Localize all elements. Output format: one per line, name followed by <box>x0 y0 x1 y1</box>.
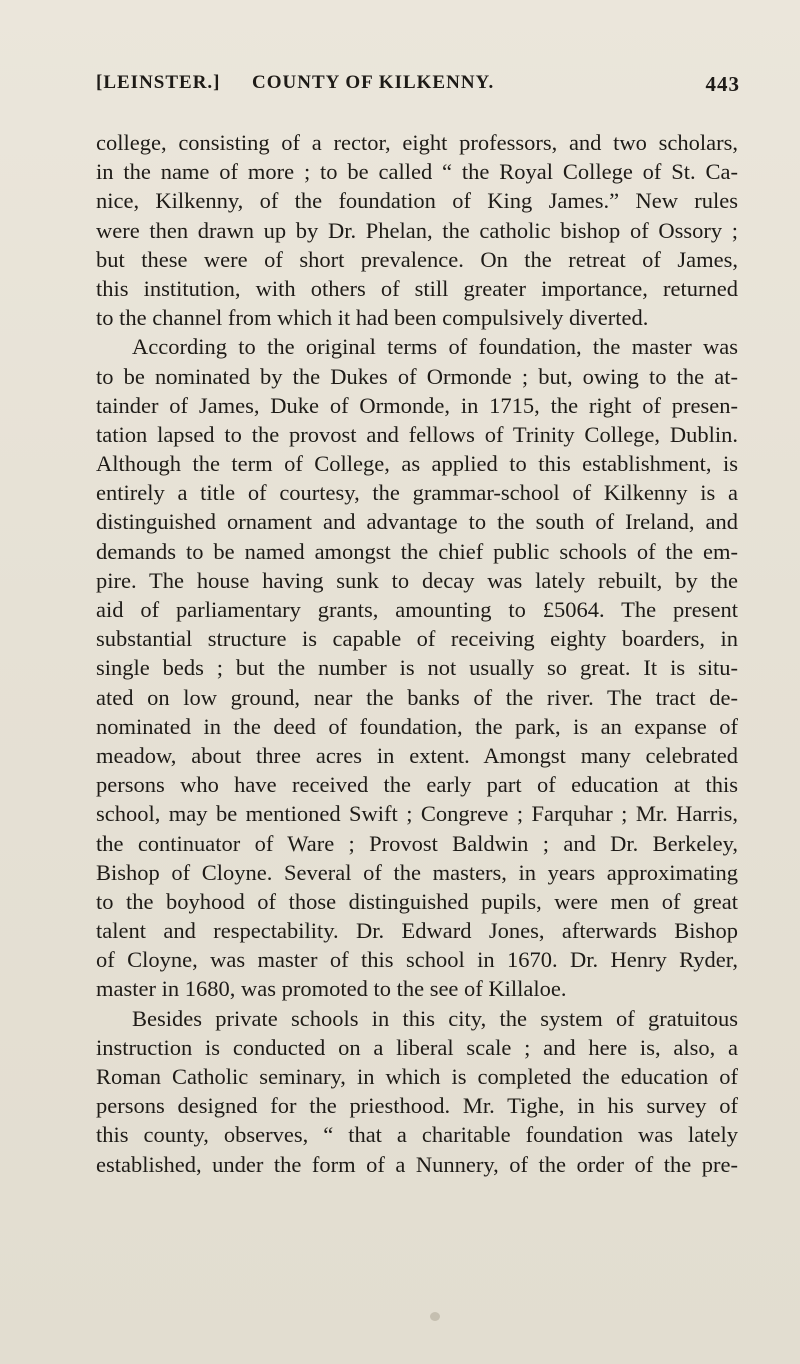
text-line: Roman Catholic seminary, in which is completed the education of <box>96 1064 738 1089</box>
text-line: tainder of James, Duke of Ormonde, in 1715, the right of presen- <box>96 392 738 418</box>
text-line: established, under the form of a Nunnery, of the order of the pre- <box>96 1151 738 1177</box>
text-line: school, may be mentioned Swift ; Congreve ; Farquhar ; Mr. Harris, <box>96 801 738 827</box>
text-line: tation lapsed to the provost and fellows of Trinity College, Dublin. <box>96 421 738 447</box>
text-line: single beds ; but the number is not usually so great. It is situ- <box>96 655 738 681</box>
text-line: to the boyhood of those distinguished pupils, were men of great <box>96 888 738 914</box>
text-line: this county, observes, “ that a charitable foundation was lately <box>96 1122 738 1148</box>
running-header <box>96 72 740 106</box>
text-line: persons designed for the priesthood. Mr. Tighe, in his survey of <box>96 1093 738 1119</box>
text-line: persons who have received the early part of education at this <box>96 772 738 798</box>
text-line: aid of parliamentary grants, amounting to £5064. The present <box>96 597 738 622</box>
text-line: nominated in the deed of foundation, the park, is an expanse of <box>96 713 738 739</box>
text-line: Besides private schools in this city, the system of gratuitous <box>132 1005 738 1031</box>
text-line: this institution, with others of still greater importance, returned <box>96 275 738 301</box>
body-text <box>96 128 738 1179</box>
text-line: pire. The house having sunk to decay was lately rebuilt, by the <box>96 567 738 593</box>
text-line: but these were of short prevalence. On the retreat of James, <box>96 246 738 272</box>
text-line: Bishop of Cloyne. Several of the masters, in years approximating <box>96 859 738 885</box>
text-line: entirely a title of courtesy, the grammar-school of Kilkenny is a <box>96 480 738 506</box>
text-line: talent and respectability. Dr. Edward Jones, afterwards Bishop <box>96 918 738 944</box>
text-line: demands to be named amongst the chief public schools of the em- <box>96 538 738 564</box>
page-number: 443 <box>705 72 740 96</box>
text-line: master in 1680, was promoted to the see of Killaloe. <box>96 976 567 1002</box>
text-line: meadow, about three acres in extent. Amongst many celebrated <box>96 742 738 768</box>
text-line: substantial structure is capable of receiving eighty boarders, in <box>96 626 738 652</box>
running-title: COUNTY OF KILKENNY. <box>252 72 495 93</box>
text-line: According to the original terms of foundation, the master was <box>132 334 738 360</box>
paper-blemish <box>430 1312 440 1321</box>
text-line: college, consisting of a rector, eight professors, and two scholars, <box>96 130 738 155</box>
text-line: nice, Kilkenny, of the foundation of King James.” New rules <box>96 188 738 214</box>
text-line: in the name of more ; to be called “ the Royal College of St. Ca- <box>96 159 738 185</box>
text-line: were then drawn up by Dr. Phelan, the catholic bishop of Ossory ; <box>96 217 738 243</box>
text-line: instruction is conducted on a liberal scale ; and here is, also, a <box>96 1034 738 1060</box>
text-line: Although the term of College, as applied to this establishment, is <box>96 451 738 477</box>
text-line: to be nominated by the Dukes of Ormonde ; but, owing to the at- <box>96 363 738 389</box>
province-label: [LEINSTER.] <box>96 72 221 93</box>
text-line: ated on low ground, near the banks of the river. The tract de- <box>96 684 738 710</box>
text-line: distinguished ornament and advantage to the south of Ireland, and <box>96 509 738 535</box>
text-line: of Cloyne, was master of this school in 1670. Dr. Henry Ryder, <box>96 947 738 973</box>
text-line: to the channel from which it had been compulsively diverted. <box>96 305 649 331</box>
text-line: the continuator of Ware ; Provost Baldwin ; and Dr. Berkeley, <box>96 830 738 856</box>
